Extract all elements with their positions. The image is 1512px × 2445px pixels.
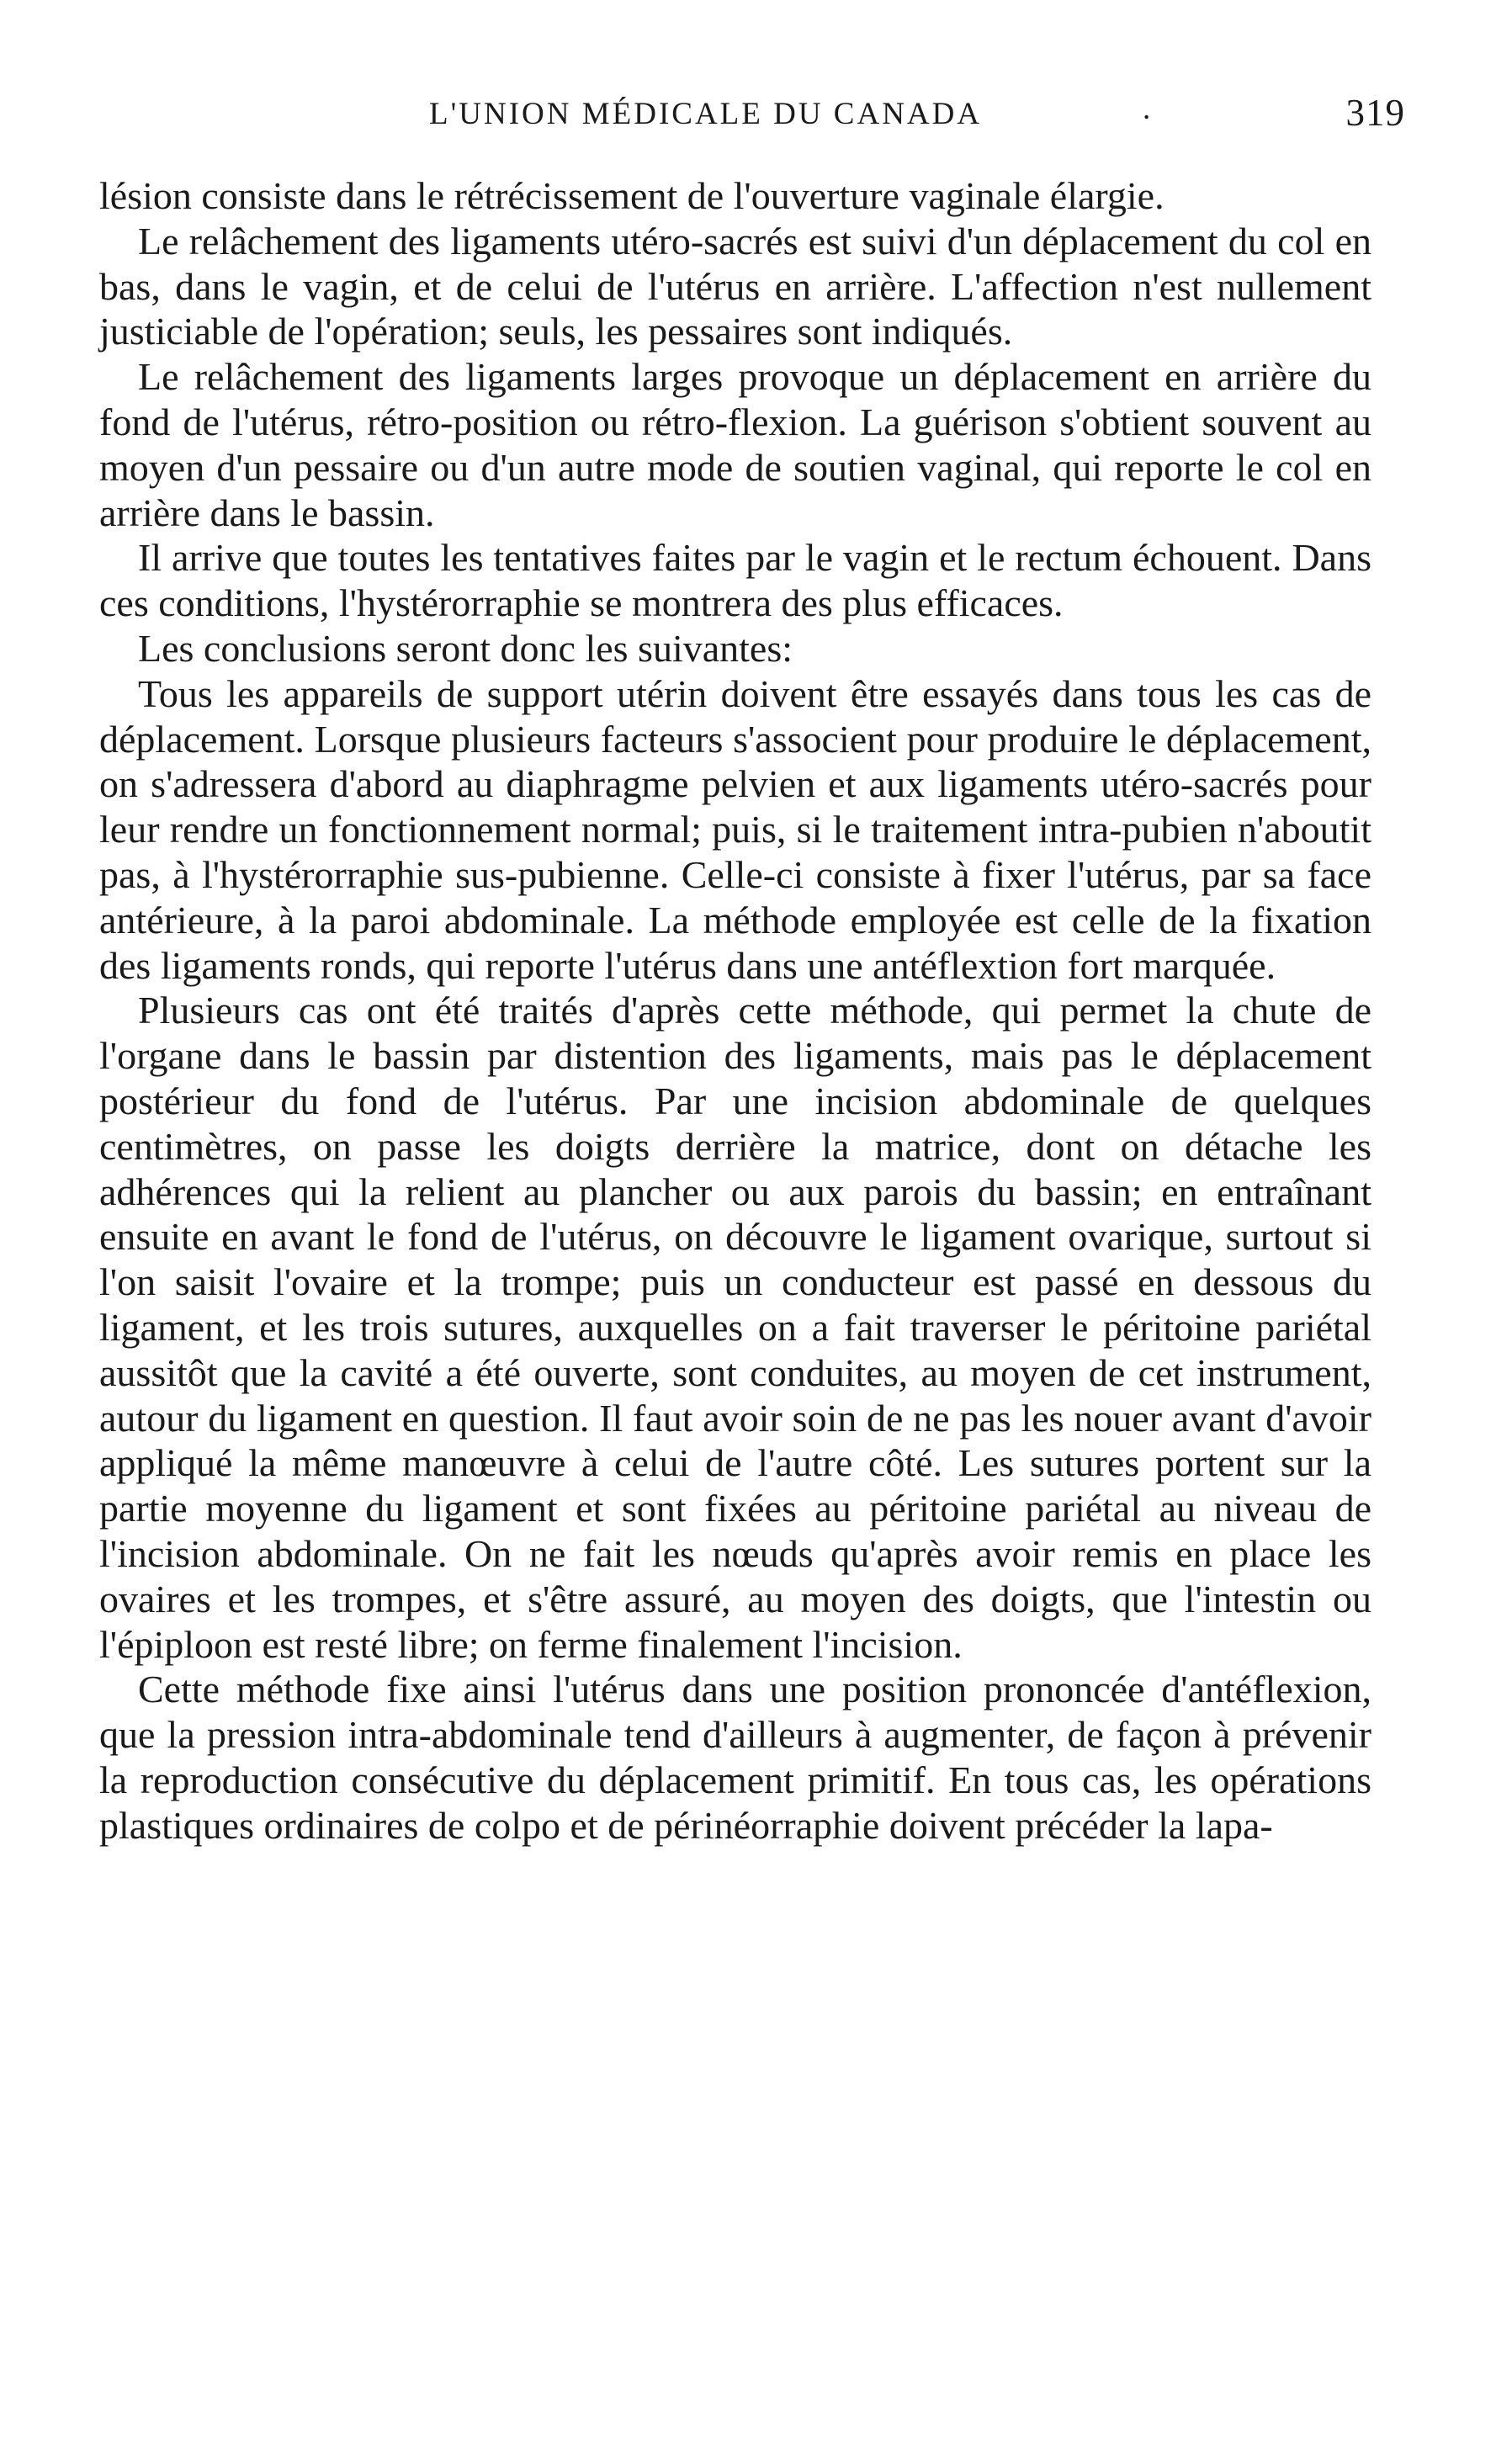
body-text (99, 173, 1371, 1848)
paragraph: Le relâchement des ligaments utéro-sacrés est suivi d'un déplacement du col en bas, dans le vagin, et de celui de l'utérus en arrière. L'affection n'est nullement justiciable de l'opération; seuls, les pessaires sont indiqués. (99, 219, 1371, 353)
paragraph: Cette méthode fixe ainsi l'utérus dans une position prononcée d'antéflexion, que la pression intra-abdominale tend d'ailleurs à augmenter, de façon à prévenir la reproduction consécutive du déplacement primitif. En tous cas, les opérations plastiques ordinaires de colpo et de périnéorraphie doivent précéder la lapa- (99, 1668, 1371, 1847)
paragraph: Il arrive que toutes les tentatives faites par le vagin et le rectum échouent. Dans ces conditions, l'hystérorraphie se montrera des plus efficaces. (99, 536, 1371, 625)
paragraph: Plusieurs cas ont été traités d'après cette méthode, qui permet la chute de l'organe dans le bassin par distention des ligaments, mais pas le déplacement postérieur du fond de l'utérus. Par une incision abdominale de quelques centimètres, on passe les doigts derrière la matrice, dont on détache les adhérences qui la relient au plancher ou aux parois du bassin; en entraînant ensuite en avant le fond de l'utérus, on découvre le ligament ovarique, surtout si l'on saisit l'ovaire et la trompe; puis un conducteur est passé en dessous du ligament, et les trois sutures, auxquelles on a fait traverser le péritoine pariétal aussitôt que la cavité a été ouverte, sont conduites, au moyen de cet instrument, autour du ligament en question. Il faut avoir soin de ne pas les nouer avant d'avoir appliqué la même manœuvre à celui de l'autre côté. Les sutures portent sur la partie moyenne du ligament et sont fixées au péritoine pariétal au niveau de l'incision abdominale. On ne fait les nœuds qu'après avoir remis en place les ovaires et les trompes, et s'être assuré, au moyen des doigts, que l'intestin ou l'épiploon est resté libre; on ferme finalement l'incision. (99, 989, 1371, 1666)
running-header (429, 91, 1405, 141)
paragraph: Les conclusions seront donc les suivantes: (138, 626, 793, 670)
paragraph-continuation: lésion consiste dans le rétrécissement de l'ouverture vaginale élargie. (99, 174, 1165, 217)
paragraph: Le relâchement des ligaments larges provoque un déplacement en arrière du fond de l'utérus, rétro-position ou rétro-flexion. La guérison s'obtient souvent au moyen d'un pessaire ou d'un autre mode de soutien vaginal, qui reporte le col en arrière dans le bassin. (99, 355, 1371, 534)
page-number: 319 (1345, 92, 1405, 134)
journal-title: L'UNION MÉDICALE DU CANADA (429, 97, 983, 131)
header-separator: . (1143, 92, 1154, 126)
paragraph: Tous les appareils de support utérin doivent être essayés dans tous les cas de déplacement. Lorsque plusieurs facteurs s'associent pour produire le déplacement, on s'adressera d'abord au diaphragme pelvien et aux ligaments utéro-sacrés pour leur rendre un fonctionnement normal; puis, si le traitement intra-pubien n'aboutit pas, à l'hystérorraphie sus-pubienne. Celle-ci consiste à fixer l'utérus, par sa face antérieure, à la paroi abdominale. La méthode employée est celle de la fixation des ligaments ronds, qui reporte l'utérus dans une antéflextion fort marquée. (99, 671, 1371, 987)
